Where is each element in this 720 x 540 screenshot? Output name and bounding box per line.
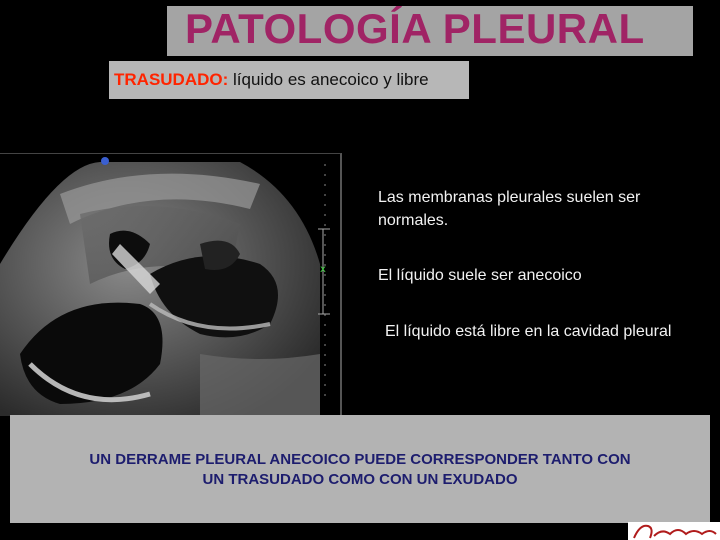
divider	[341, 153, 342, 415]
bottom-note	[10, 450, 710, 490]
desc-line-3: El líquido suele ser anecoico	[378, 267, 582, 284]
bottom-note-line-2: UN TRASUDADO COMO CON UN EXUDADO	[202, 471, 518, 488]
subtitle	[114, 70, 429, 90]
ultrasound-graphic	[0, 154, 340, 416]
ultrasound-image	[0, 153, 341, 416]
bottom-note-line-1: UN DERRAME PLEURAL ANECOICO PUEDE CORRESPONDER TANTO CON	[89, 451, 631, 468]
page-title: PATOLOGÍA PLEURAL	[185, 5, 645, 52]
desc-line-1: Las membranas pleurales suelen ser	[378, 189, 641, 206]
desc-line-2: normales.	[378, 212, 449, 229]
subtitle-rest: líquido es anecoico y libre	[228, 70, 429, 89]
subtitle-key: TRASUDADO:	[114, 70, 229, 89]
desc-line-4: El líquido está libre en la cavidad pleural	[385, 323, 672, 340]
logo-icon	[628, 522, 720, 540]
svg-text:x: x	[320, 264, 326, 275]
